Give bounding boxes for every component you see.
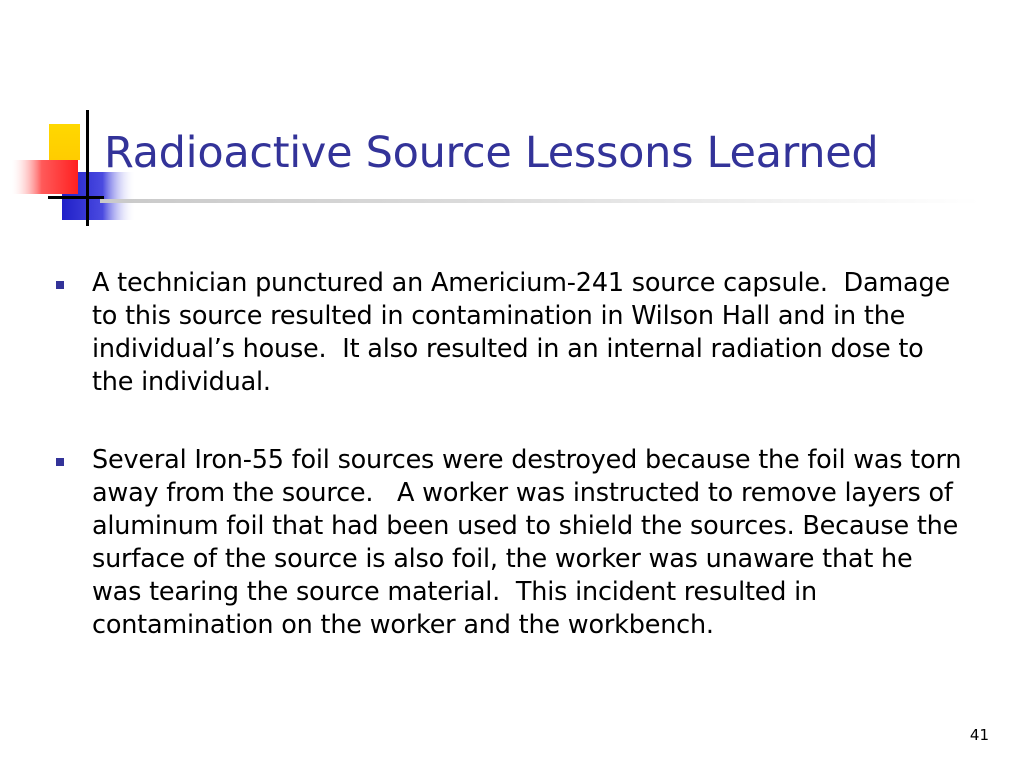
bullet-text: A technician punctured an Americium-241 source capsule. Damage to this source resulted in contamination in Wilson Hall and in the individual’s house. It also resulted in an internal radiation dose to the individual. xyxy=(92,268,950,397)
title-underline xyxy=(100,199,980,203)
page-number: 41 xyxy=(969,726,989,744)
bullet-item xyxy=(92,267,962,399)
square-bullet-icon xyxy=(56,281,64,289)
square-bullet-icon xyxy=(56,458,64,466)
bullet-text: Several Iron-55 foil sources were destroyed because the foil was torn away from the source. A worker was instructed to remove layers of aluminum foil that had been used to shield the sources. Because the surface of the source is also foil, the worker was unaware that he was tearing the source material. This incident resulted in contamination on the worker and the workbench. xyxy=(92,445,962,640)
decorative-squares-logo-icon xyxy=(0,0,150,240)
bullet-item xyxy=(92,444,962,642)
bullet-list xyxy=(92,267,962,687)
slide-title: Radioactive Source Lessons Learned xyxy=(104,128,879,178)
